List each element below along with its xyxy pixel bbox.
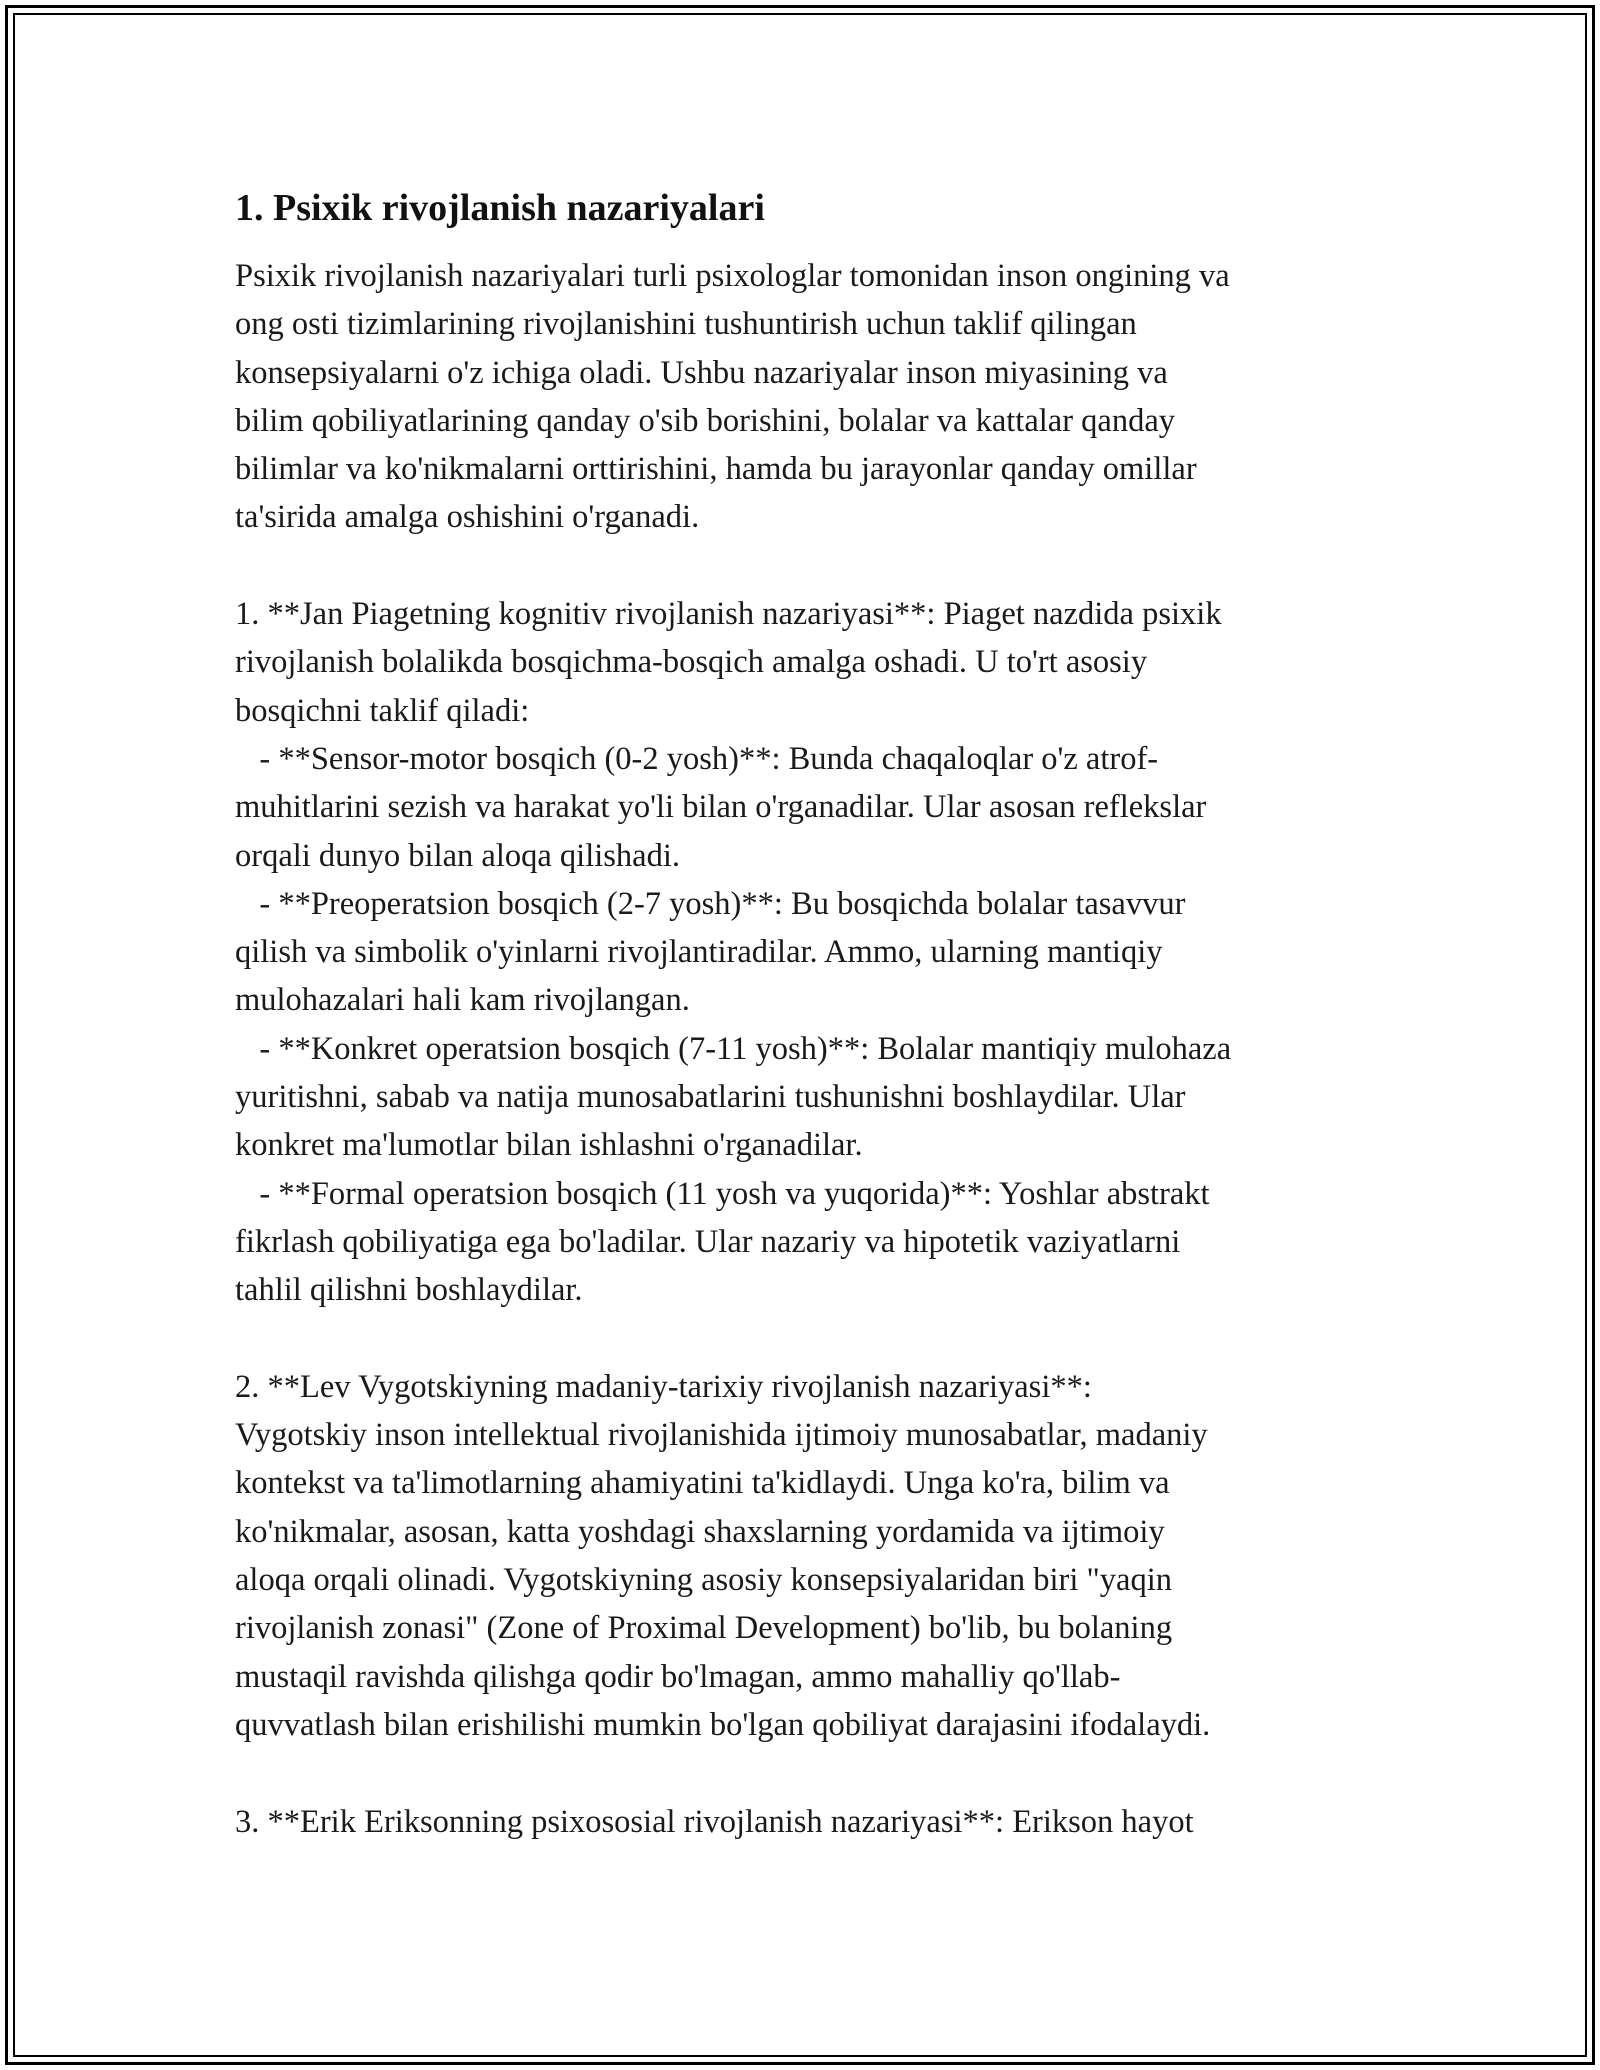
document-page: [235, 184, 1370, 1894]
paragraph-vygotsky: [235, 1363, 1370, 1749]
paragraph-piaget: [235, 590, 1370, 1314]
text-line: 2. **Lev Vygotskiyning madaniy-tarixiy rivojlanish nazariyasi**:: [235, 1368, 1092, 1405]
text-line: mulohazalari hali kam rivojlangan.: [235, 982, 690, 1019]
text-line: aloqa orqali olinadi. Vygotskiyning asosiy konsepsiyalaridan biri "yaqin: [235, 1562, 1172, 1599]
text-line: - **Sensor-motor bosqich (0-2 yosh)**: Bunda chaqaloqlar o'z atrof-: [235, 740, 1159, 777]
text-line: 1. **Jan Piagetning kognitiv rivojlanish nazariyasi**: Piaget nazdida psixik: [235, 596, 1222, 633]
paragraph-erikson: [235, 1798, 1370, 1846]
text-line: - **Formal operatsion bosqich (11 yosh va yuqorida)**: Yoshlar abstrakt: [235, 1175, 1210, 1212]
document-heading: 1. Psixik rivojlanish nazariyalari: [235, 187, 765, 229]
text-line: - **Konkret operatsion bosqich (7-11 yosh)**: Bolalar mantiqiy mulohaza: [235, 1030, 1232, 1067]
text-line: tahlil qilishni boshlaydilar.: [235, 1272, 583, 1309]
text-line: muhitlarini sezish va harakat yo'li bilan o'rganadilar. Ular asosan reflekslar: [235, 789, 1207, 826]
text-line: mustaqil ravishda qilishga qodir bo'lmagan, ammo mahalliy qo'llab-: [235, 1658, 1121, 1695]
text-line: rivojlanish bolalikda bosqichma-bosqich amalga oshadi. U to'rt asosiy: [235, 644, 1148, 681]
text-line: - **Preoperatsion bosqich (2-7 yosh)**: Bu bosqichda bolalar tasavvur: [235, 885, 1186, 922]
text-line: Psixik rivojlanish nazariyalari turli psixologlar tomonidan inson ongining va: [235, 258, 1230, 294]
text-line: fikrlash qobiliyatiga ega bo'ladilar. Ular nazariy va hipotetik vaziyatlarni: [235, 1223, 1181, 1260]
text-line: quvvatlash bilan erishilishi mumkin bo'lgan qobiliyat darajasini ifodalaydi.: [235, 1706, 1211, 1743]
text-line: bosqichni taklif qiladi:: [235, 692, 530, 729]
paragraph-intro: [235, 252, 1370, 542]
text-line: konsepsiyalarni o'z ichiga oladi. Ushbu nazariyalar inson miyasining va: [235, 354, 1168, 391]
text-line: ong osti tizimlarining rivojlanishini tushuntirish uchun taklif qilingan: [235, 306, 1137, 343]
text-line: orqali dunyo bilan aloqa qilishadi.: [235, 837, 680, 874]
text-line: Vygotskiy inson intellektual rivojlanishida ijtimoiy munosabatlar, madaniy: [235, 1417, 1208, 1454]
text-line: ta'sirida amalga oshishini o'rganadi.: [235, 499, 700, 536]
text-line: rivojlanish zonasi" (Zone of Proximal Development) bo'lib, bu bolaning: [235, 1610, 1173, 1647]
text-line: bilim qobiliyatlarining qanday o'sib borishini, bolalar va kattalar qanday: [235, 402, 1176, 439]
text-line: 3. **Erik Eriksonning psixososial rivojlanish nazariyasi**: Erikson hayot: [235, 1803, 1194, 1840]
text-line: ko'nikmalar, asosan, katta yoshdagi shaxslarning yordamida va ijtimoiy: [235, 1513, 1165, 1550]
text-line: yuritishni, sabab va natija munosabatlarini tushunishni boshlaydilar. Ular: [235, 1079, 1186, 1116]
text-line: qilish va simbolik o'yinlarni rivojlantiradilar. Ammo, ularning mantiqiy: [235, 934, 1163, 971]
text-line: kontekst va ta'limotlarning ahamiyatini ta'kidlaydi. Unga ko'ra, bilim va: [235, 1465, 1170, 1502]
text-line: bilimlar va ko'nikmalarni orttirishini, hamda bu jarayonlar qanday omillar: [235, 451, 1197, 488]
text-line: konkret ma'lumotlar bilan ishlashni o'rganadilar.: [235, 1127, 863, 1164]
